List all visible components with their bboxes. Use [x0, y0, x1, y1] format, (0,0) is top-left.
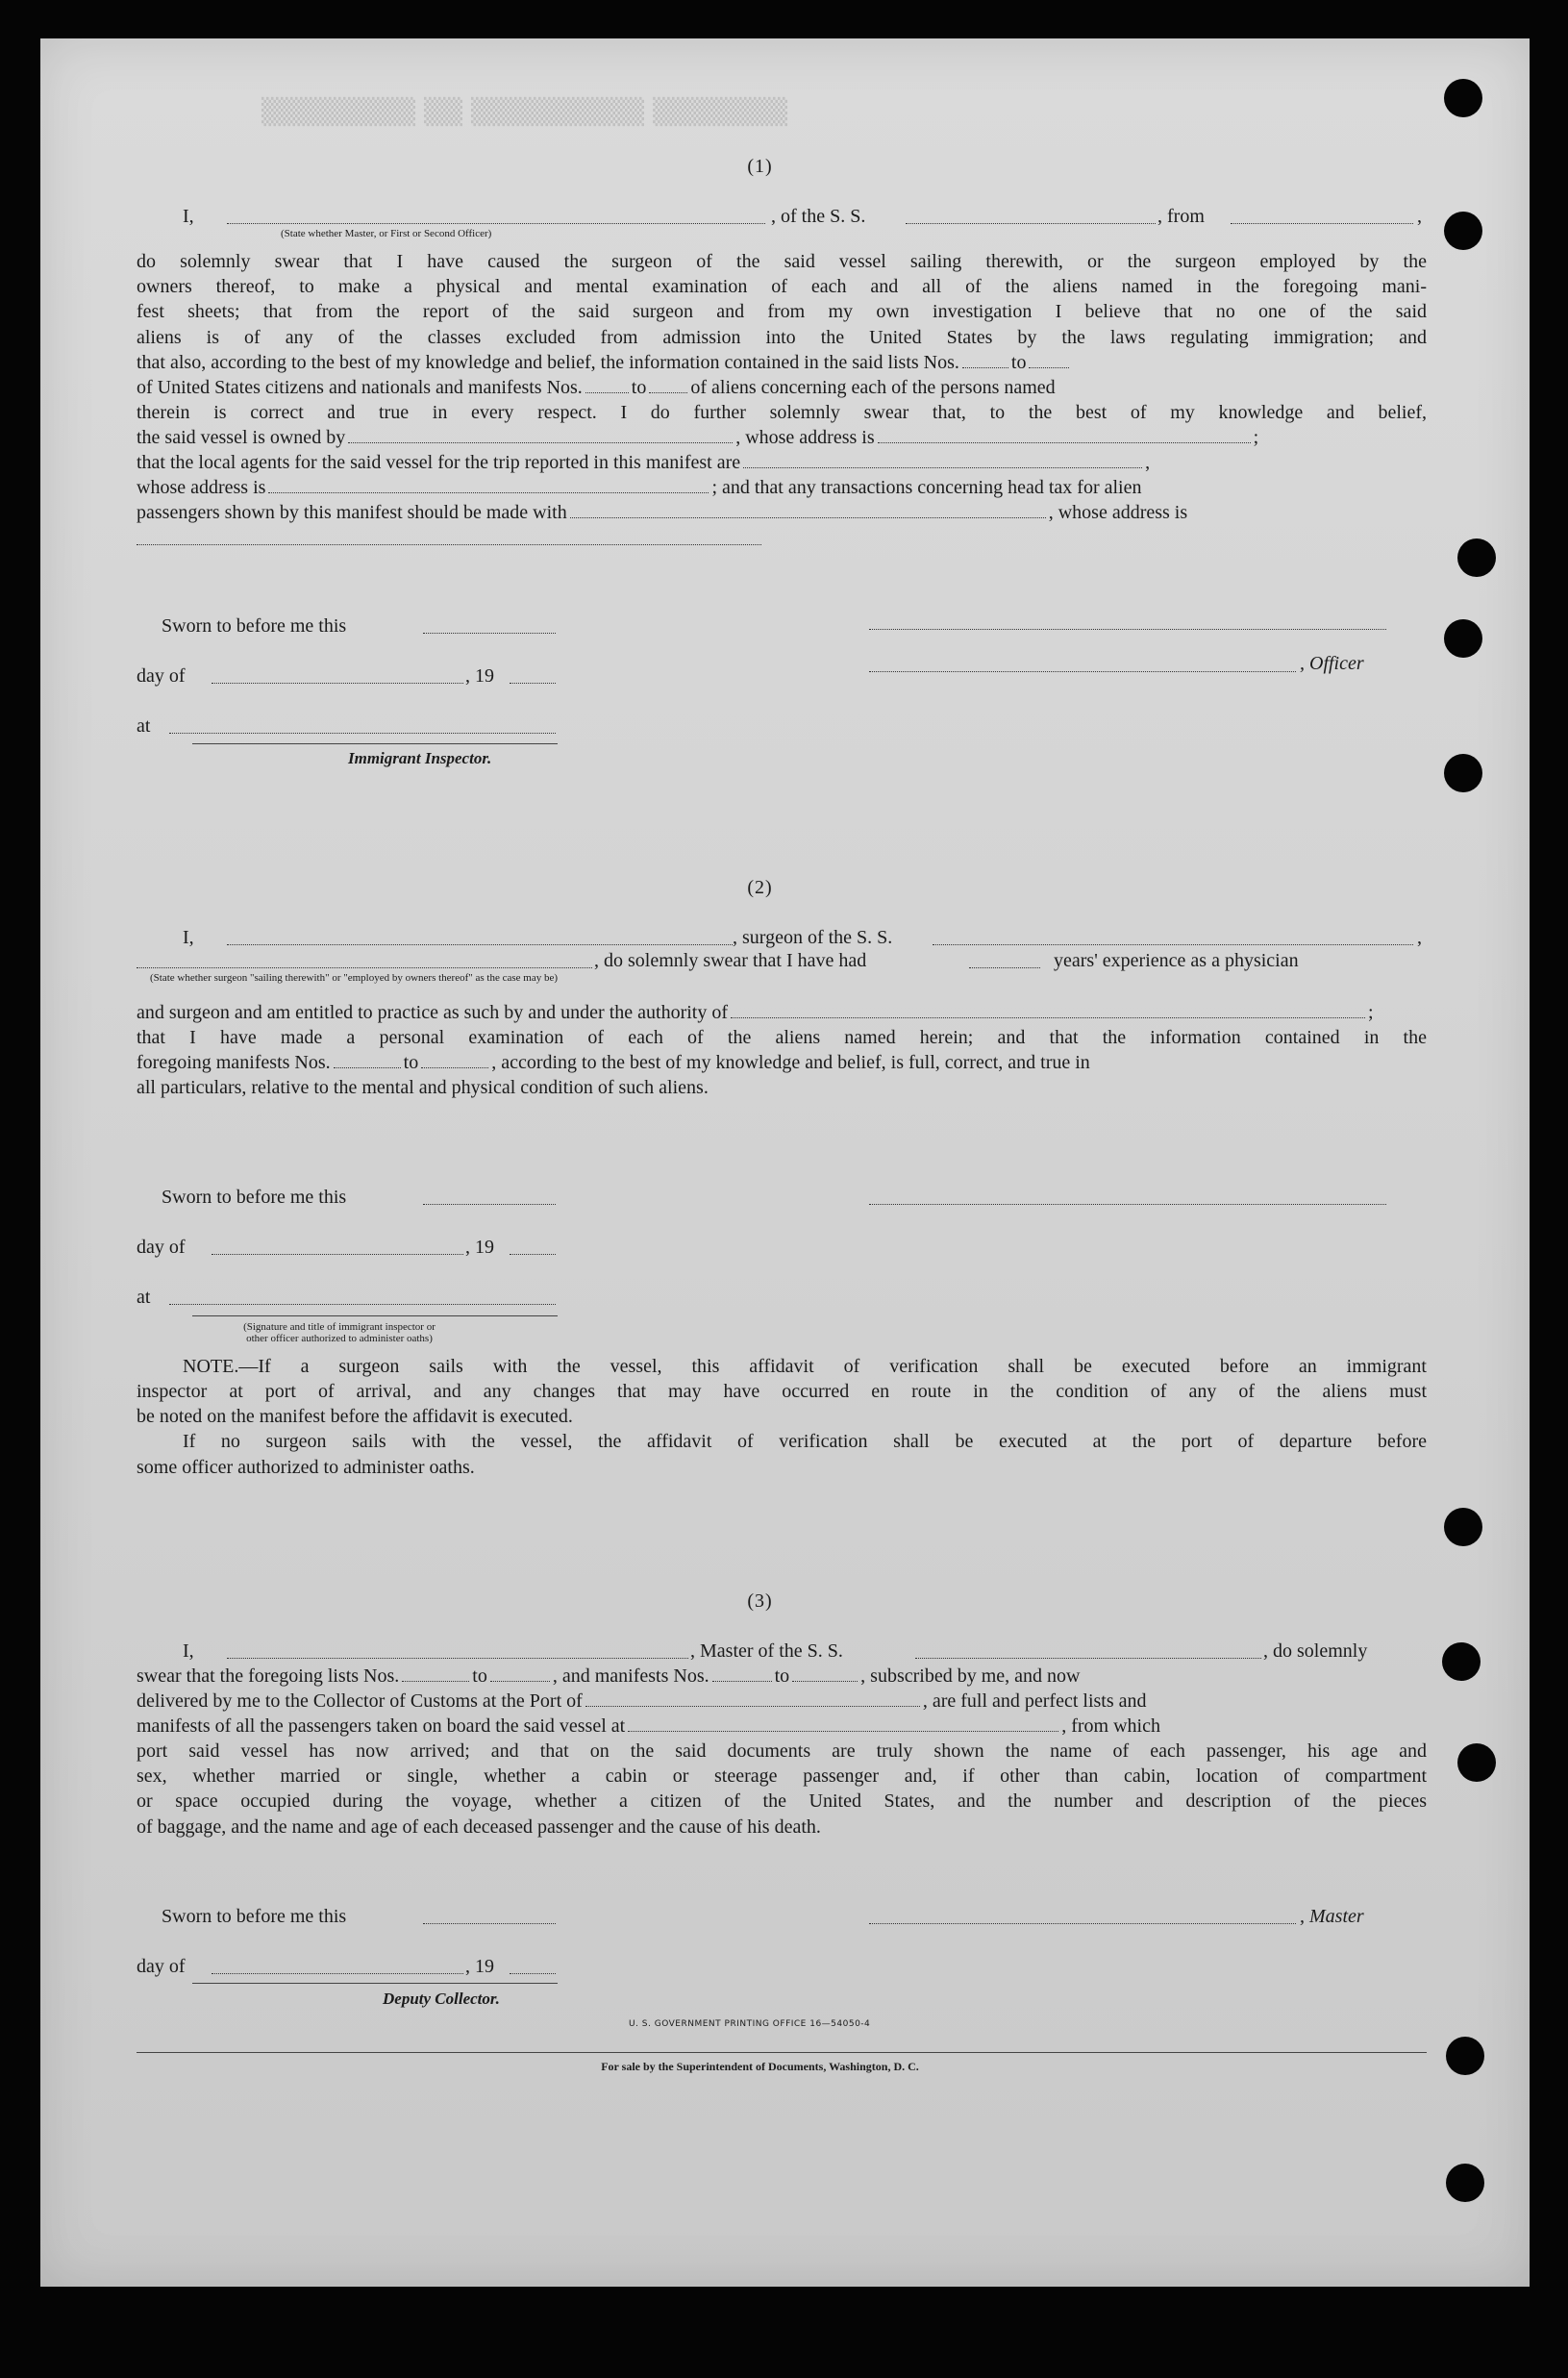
punch-hole — [1444, 212, 1482, 250]
officer-signature-top[interactable] — [869, 629, 1386, 630]
year-label-2: , 19 — [465, 1237, 494, 1258]
officer-signature-field[interactable] — [869, 671, 1296, 672]
section-2-number: (2) — [747, 877, 773, 898]
manifests-to-field[interactable] — [649, 391, 687, 393]
years-experience-field[interactable] — [969, 967, 1040, 968]
from-port-field[interactable] — [1231, 223, 1413, 224]
day-of-label-3: day of — [137, 1956, 186, 1977]
sale-note: For sale by the Superintendent of Documents, Washington, D. C. — [601, 2060, 919, 2073]
punch-hole — [1444, 79, 1482, 117]
month-field-2[interactable] — [212, 1254, 463, 1255]
head-tax-contact-field[interactable] — [570, 516, 1046, 518]
s2-manifests-from-field[interactable] — [334, 1066, 401, 1068]
day-of-label-1: day of — [137, 665, 186, 687]
section-3-text: swear that the foregoing lists Nos. to , and manifests Nos. to , subscribed by me, and now delivered by me to the Collector of Customs at the Port of , are full and perfect lists and manifests of all the passengers taken on board the said vessel at , from which port said vessel has now arrived; and that on the said documents are truly shown the name of each passenger, his age and sex, whether married or single, whether a cabin or steerage passenger and, if other than cabin, location of compartment or space occupied during the voyage, whether a citizen of the United States, and the number and description of the pieces of baggage, and the name and age of each deceased passenger and the cause of his death. — [137, 1665, 1427, 1838]
master-of-ss-label: , Master of the S. S. — [690, 1640, 843, 1662]
punch-hole — [1444, 619, 1482, 658]
s3-lists-from-field[interactable] — [402, 1680, 469, 1682]
officer-name-field[interactable] — [227, 223, 765, 224]
owner-field[interactable] — [348, 441, 733, 443]
years-label: years' experience as a physician — [1054, 950, 1299, 971]
owner-address-field[interactable] — [878, 441, 1251, 443]
section-1-line-1: I, — [183, 206, 194, 227]
surgeon-caption: (State whether surgeon "sailing therewith" or "employed by owners thereof" as the case may be) — [150, 972, 559, 984]
year-field-1[interactable] — [510, 683, 556, 684]
vessel-name-field[interactable] — [906, 223, 1156, 224]
footer-rule — [137, 2052, 1427, 2053]
surgeon-vessel-field[interactable] — [933, 944, 1413, 945]
year-label-3: , 19 — [465, 1956, 494, 1977]
at-place-field-1[interactable] — [169, 733, 556, 734]
local-agents-field[interactable] — [743, 466, 1142, 468]
master-vessel-field[interactable] — [915, 1658, 1261, 1659]
punch-hole — [1457, 538, 1496, 577]
comma-2: , — [1417, 927, 1422, 948]
gpo-imprint: U. S. GOVERNMENT PRINTING OFFICE 16—54050-4 — [629, 2019, 871, 2029]
deputy-collector-label: Deputy Collector. — [383, 1990, 500, 2008]
master-signature-field[interactable] — [869, 1923, 1296, 1924]
embarkation-port-field[interactable] — [628, 1730, 1058, 1732]
punch-hole — [1444, 1508, 1482, 1546]
punch-hole — [1442, 1642, 1481, 1681]
sworn-day-field-1[interactable] — [423, 633, 556, 634]
day-of-label-2: day of — [137, 1237, 186, 1258]
manifests-from-field[interactable] — [585, 391, 629, 393]
inspector-signature-line[interactable] — [192, 743, 558, 744]
officer-caption: (State whether Master, or First or Second Officer) — [281, 228, 492, 239]
section-3-i: I, — [183, 1640, 194, 1662]
sworn-label-1: Sworn to before me this — [162, 615, 347, 637]
sworn-day-field-2[interactable] — [423, 1204, 556, 1205]
from-label: , from — [1157, 206, 1205, 227]
surgeon-signature-field[interactable] — [869, 1204, 1386, 1205]
month-field-3[interactable] — [212, 1973, 463, 1974]
lists-to-field[interactable] — [1029, 366, 1069, 368]
agent-address-field[interactable] — [268, 491, 709, 493]
year-field-2[interactable] — [510, 1254, 556, 1255]
ss-label: , of the S. S. — [771, 206, 866, 227]
sworn-label-3: Sworn to before me this — [162, 1906, 347, 1927]
master-name-field[interactable] — [227, 1658, 688, 1659]
show-through-text: ▒▒▒▒▒▒▒▒ ▒▒ ▒▒▒▒▒▒▒▒▒ ▒▒▒▒▒▒▒ — [261, 98, 788, 127]
at-label-2: at — [137, 1287, 151, 1308]
year-field-3[interactable] — [510, 1973, 556, 1974]
month-field-1[interactable] — [212, 683, 463, 684]
master-label: , Master — [1300, 1906, 1364, 1927]
form-page — [40, 38, 1530, 2287]
inspector-signature-line-2[interactable] — [192, 1315, 558, 1316]
at-label-1: at — [137, 715, 151, 737]
s2-manifests-to-field[interactable] — [421, 1066, 488, 1068]
year-label-1: , 19 — [465, 665, 494, 687]
s3-manifests-from-field[interactable] — [712, 1680, 772, 1682]
section-3-number: (3) — [747, 1590, 773, 1612]
comma: , — [1417, 206, 1422, 227]
section-1-oath-text: do solemnly swear that I have caused the surgeon of the said vessel sailing therewith, or the surgeon employed by the owners thereof, to make a physical and mental examination of each and all of the aliens named in the foregoing mani- fest sheets; that from the report of the said surgeon and from my own investigation I believe that no one of the said aliens is of any of the classes excluded from admission into the United States by the laws regulating immigration; and that also, according to the best of my knowledge and belief, the information contained in the said lists Nos. to of United States citizens and nationals and manifests Nos. to of aliens concerning each of the persons named therein is correct and true in every respect. I do further solemnly swear that, to the best of my knowledge and belief, the said vessel is owned by , whose address is ; that the local agents for the said vessel for the trip reported in this manifest are , whose address is ; and that any transactions concerning head tax for alien passengers shown by this manifest should be made with , whose address is — [137, 251, 1427, 524]
head-tax-address-field[interactable] — [137, 544, 761, 545]
immigrant-inspector-label: Immigrant Inspector. — [348, 749, 492, 767]
section-2-i: I, — [183, 927, 194, 948]
punch-hole — [1446, 2164, 1484, 2202]
port-field[interactable] — [585, 1705, 920, 1707]
sworn-day-field-3[interactable] — [423, 1923, 556, 1924]
at-place-field-2[interactable] — [169, 1304, 556, 1305]
punch-hole — [1446, 2037, 1484, 2075]
surgeon-status-field[interactable] — [137, 967, 592, 968]
surgeon-name-field[interactable] — [227, 944, 733, 945]
do-solemnly-label: , do solemnly — [1263, 1640, 1368, 1662]
lists-from-field[interactable] — [962, 366, 1008, 368]
s3-manifests-to-field[interactable] — [792, 1680, 858, 1682]
surgeon-of-ss-label: , surgeon of the S. S. — [733, 927, 893, 948]
punch-hole — [1444, 754, 1482, 792]
authority-field[interactable] — [731, 1016, 1365, 1018]
note-text: NOTE.—If a surgeon sails with the vessel, this affidavit of verification shall be executed before an immigrant inspector at port of arrival, and any changes that may have occurred en route in the condition of any of the aliens must be noted on the manifest before the affidavit is executed. If no surgeon sails with the vessel, the affidavit of verification shall be executed at the port of departure before some officer authorized to administer oaths. — [137, 1356, 1427, 1478]
punch-hole — [1457, 1743, 1496, 1782]
solemnly-swear-label: , do solemnly swear that I have had — [594, 950, 867, 971]
deputy-signature-line[interactable] — [192, 1983, 558, 1984]
signature-caption: (Signature and title of immigrant inspector or other officer authorized to administer oaths) — [243, 1321, 436, 1344]
s3-lists-to-field[interactable] — [490, 1680, 550, 1682]
officer-label: , Officer — [1300, 653, 1364, 674]
section-1-number: (1) — [747, 156, 773, 177]
sworn-label-2: Sworn to before me this — [162, 1187, 347, 1208]
section-2-text: and surgeon and am entitled to practice as such by and under the authority of ; that I have made a personal examination of each of the aliens named herein; and that the information contained in the foregoing manifests Nos. to , according to the best of my knowledge and belief, is full, correct, and true in all particulars, relative to the mental and physical condition of such aliens. — [137, 1002, 1427, 1099]
